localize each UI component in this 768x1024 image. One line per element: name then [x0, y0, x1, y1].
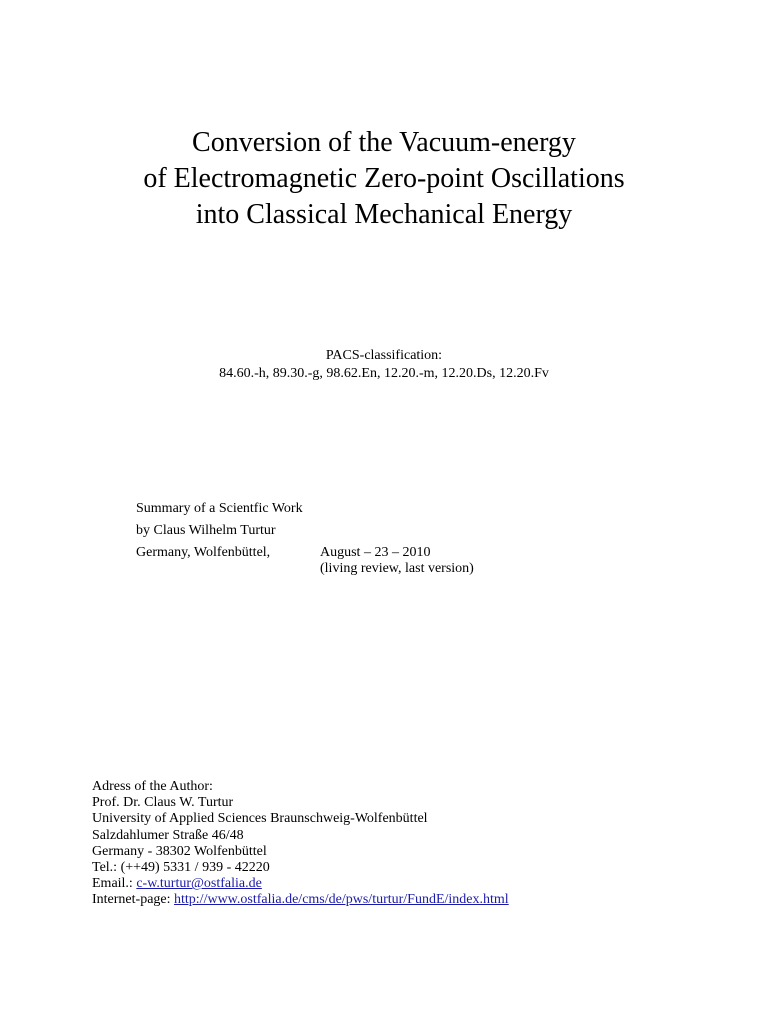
summary-work-line: Summary of a Scientfic Work — [136, 501, 303, 516]
summary-date: August – 23 – 2010 — [320, 545, 431, 560]
title-line-1: Conversion of the Vacuum-energy — [192, 127, 576, 158]
pacs-codes: 84.60.-h, 89.30.-g, 98.62.En, 12.20.-m, 12.20.Ds, 12.20.Fv — [219, 366, 549, 381]
summary-note: (living review, last version) — [320, 561, 474, 576]
summary-author-line: by Claus Wilhelm Turtur — [136, 523, 276, 538]
address-heading: Adress of the Author: — [92, 779, 213, 794]
address-institution: University of Applied Sciences Braunschweig-Wolfenbüttel — [92, 811, 428, 827]
author-address — [92, 779, 732, 909]
summary-place-date-row — [136, 544, 696, 561]
email-link[interactable]: c-w.turtur@ostfalia.de — [136, 876, 262, 892]
address-street: Salzdahlumer Straße 46/48 — [92, 827, 244, 843]
address-email-line — [92, 876, 732, 892]
email-label: Email.: — [92, 876, 137, 892]
web-label: Internet-page: — [92, 892, 175, 908]
paper-title — [0, 125, 768, 233]
title-line-2: of Electromagnetic Zero-point Oscillations — [143, 163, 625, 194]
address-city: Germany - 38302 Wolfenbüttel — [92, 843, 267, 859]
address-tel: Tel.: (++49) 5331 / 939 - 42220 — [92, 860, 270, 876]
title-line-3: into Classical Mechanical Energy — [195, 199, 573, 230]
pacs-label: PACS-classification: — [325, 348, 443, 363]
address-name: Prof. Dr. Claus W. Turtur — [92, 795, 234, 811]
summary-block — [136, 500, 696, 578]
address-web-line — [92, 892, 732, 908]
web-link[interactable]: http://www.ostfalia.de/cms/de/pws/turtur/FundE/index.html — [174, 892, 509, 908]
summary-place: Germany, Wolfenbüttel, — [136, 545, 271, 560]
pacs-classification — [0, 347, 768, 383]
